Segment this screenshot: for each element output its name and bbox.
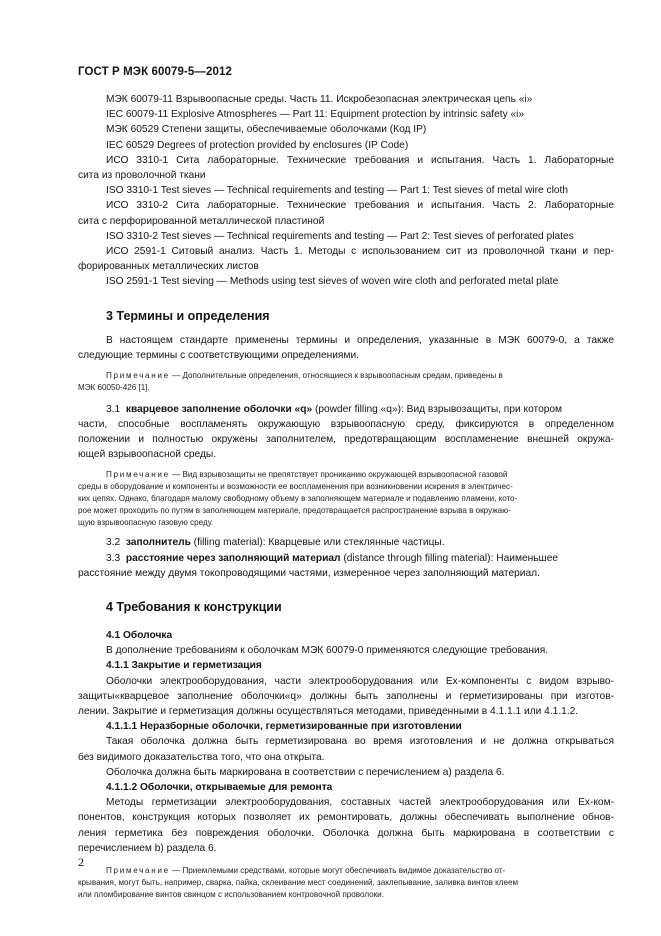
note-2	[78, 469, 614, 528]
paragraph-line: ления герметика без повреждения оболочки. Оболочка должна быть маркирована в соответствии с	[78, 827, 614, 839]
note-1	[78, 370, 614, 394]
reference-line: форированных металлических листов	[78, 261, 259, 273]
reference-line: ИСО 3310-1 Сита лабораторные. Технические требования и испытания. Часть 1. Лабораторные	[106, 154, 614, 166]
definition-line: части, способные воспламенять окружающую взрывоопасную среду, фиксируются в определенном	[78, 418, 614, 430]
paragraph-line: Оболочки электрооборудования, части электрооборудования или Ex-компоненты с видом взрыво-	[106, 675, 614, 687]
term: расстояние через заполняющий материал	[125, 552, 341, 564]
section-3-heading: 3 Термины и определения	[106, 308, 270, 323]
references-list	[78, 92, 614, 290]
paragraph-line: Методы герметизации электрооборудования, составных частей электрооборудования или Ex-ком-	[106, 797, 614, 809]
section-3-intro	[78, 333, 614, 363]
reference-line: ISO 2591-1 Test sieving — Methods using test sieves of woven wire cloth and perforated metal plate	[106, 276, 559, 288]
subsection-title: 4.1.1.2 Оболочки, открываемые для ремонта	[106, 782, 333, 794]
note-line: или пломбирование винтов свинцом с использованием контровочной проволоки.	[78, 889, 384, 899]
note-line: среды в оборудование и компоненты и возможности ее воспламенения при возникновении искрения в электричес-	[78, 482, 513, 492]
note-label: Примечание	[106, 866, 170, 876]
note-line: крывания, могут быть, например, сварка, пайка, склеивание мест соединений, заклепывание, заливка винтов клеем	[78, 877, 519, 887]
reference-line: ИСО 2591-1 Ситовый анализ. Часть 1. Методы с использованием сит из проволочной ткани и пер-	[106, 246, 614, 258]
reference-line: IEC 60079-11 Explosive Atmospheres — Part 11: Equipment protection by intrinsic safety «i»	[106, 109, 525, 121]
reference-line: ISO 3310-2 Test sieves — Technical requirements and testing — Part 2: Test sieves of perforated plates	[106, 230, 574, 242]
paragraph-line: без видимого доказательства того, что она открыта.	[78, 751, 325, 763]
note-label: Примечание	[106, 371, 170, 381]
subsection-4-1	[78, 628, 614, 856]
reference-line: МЭК 60079-11 Взрывоопасные среды. Часть 11. Искробезопасная электрическая цепь «i»	[106, 94, 533, 105]
note-line: ких цепях. Однако, благодаря малому свободному объему в заполняющем материале и подавлению пламени, кото-	[78, 494, 518, 504]
paragraph-line: В дополнение требованиям к оболочкам МЭК 60079-0 применяются следующие требования.	[106, 645, 549, 657]
subsection-title: 4.1.1 Закрытие и герметизация	[106, 660, 262, 672]
paragraph-line: следующие термины с соответствующими определениями.	[78, 349, 359, 361]
definition-3-1	[78, 402, 614, 463]
definition-line: расстояние между двумя токопроводящими частями, измеренное через заполняющий материал.	[78, 567, 540, 579]
term: заполнитель	[125, 537, 191, 549]
standard-title: ГОСТ Р МЭК 60079-5—2012	[78, 66, 232, 78]
reference-line: сита из проволочной ткани	[78, 170, 206, 182]
paragraph-line: Оболочка должна быть маркирована в соответствии с перечислением а) раздела 6.	[106, 766, 505, 778]
reference-line: ISO 3310-1 Test sieves — Technical requirements and testing — Part 1: Test sieves of metal wire cloth	[106, 185, 569, 197]
section-4-heading: 4 Требования к конструкции	[106, 600, 282, 615]
definition-3-2	[78, 535, 614, 550]
paragraph-line: понентов, конструкция которых позволяет их ремонтировать, должны обеспечивать выполнение обнов-	[78, 812, 614, 824]
subsection-title: 4.1.1.1 Неразборные оболочки, герметизированные при изготовлении	[106, 721, 462, 733]
definition-line: 3.3 расстояние через заполняющий материал (distance through filling material): Наименьшее	[106, 552, 559, 564]
definition-line: 3.2 заполнитель (filling material): Кварцевые или стеклянные частицы.	[106, 537, 445, 549]
page-number: 2	[78, 855, 84, 869]
term: кварцевое заполнение оболочки «q»	[125, 403, 313, 415]
note-line: Примечание — Дополнительные определения, относящиеся к взрывоопасным средам, приведены в	[106, 371, 503, 381]
paragraph-line: Такая оболочка должна быть герметизирована во время изготовления и не должна открываться	[106, 736, 614, 748]
note-line: щую взрывоопасную газовую среду.	[78, 517, 214, 527]
definition-line: положении и полностью окружены заполнителем, предотвращающим воспламенение внешней окружа-	[78, 434, 614, 446]
reference-line: сита с перфорированной металлической пластиной	[78, 215, 325, 227]
paragraph-line: лении. Закрытие и герметизация должны осуществляться методами, приведенными в 4.1.1.1 или 4.1.1.2.	[78, 706, 579, 718]
note-line: рое может проходить по путям в заполняющем материале, предотвращается распространение взрыва в окружаю-	[78, 505, 511, 515]
reference-line: IEC 60529 Degrees of protection provided by enclosures (IP Code)	[106, 139, 409, 151]
paragraph-line: В настоящем стандарте применены термины и определения, указанные в МЭК 60079-0, а также	[106, 334, 614, 346]
reference-line: ИСО 3310-2 Сита лабораторные. Технические требования и испытания. Часть 2. Лабораторные	[106, 200, 614, 212]
definition-line: 3.1 кварцевое заполнение оболочки «q» (powder filling «q»): Вид взрывозащиты, при котором	[106, 403, 563, 415]
note-line: Примечание — Вид взрывозащиты не препятствует прониканию окружающей взрывоопасной газовой	[106, 470, 508, 480]
page-content	[78, 92, 614, 900]
paragraph-line: защиты«кварцевое заполнение оболочки«q» должны быть заполнены и герметизированы при изготов-	[78, 690, 614, 702]
subsection-title: 4.1 Оболочка	[106, 630, 173, 642]
paragraph-line: перечислением b) раздела 6.	[78, 842, 217, 854]
definition-line: ющей взрывоопасной среды.	[78, 449, 217, 461]
note-label: Примечание	[106, 470, 170, 480]
note-3	[78, 865, 614, 900]
definition-3-3	[78, 551, 614, 581]
reference-line: МЭК 60529 Степени защиты, обеспечиваемые оболочками (Код IP)	[106, 124, 427, 136]
note-line: Примечание — Приемлемыми средствами, которые могут обеспечивать видимое доказательство от-	[106, 866, 506, 876]
note-line: МЭК 60050-426 [1].	[78, 382, 150, 392]
